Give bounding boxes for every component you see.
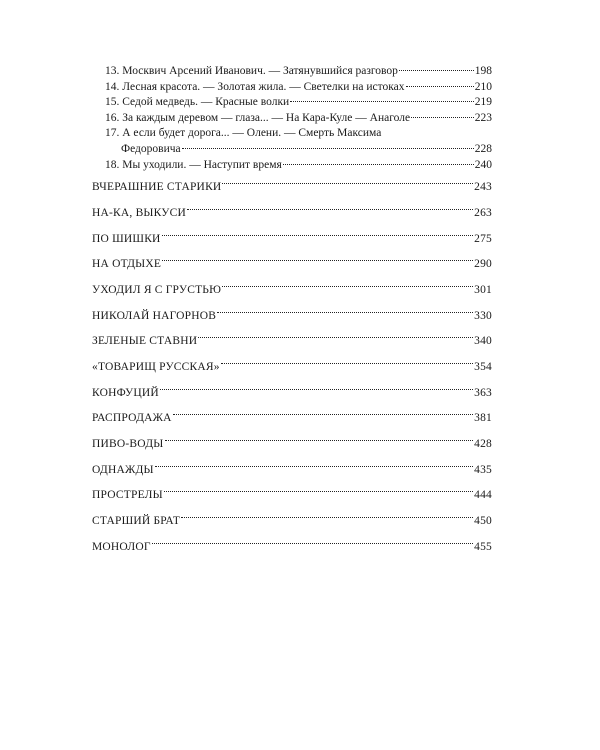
dot-leader [411, 117, 474, 118]
toc-subentry [105, 142, 492, 158]
dot-leader [290, 101, 474, 102]
toc-page-number: 428 [474, 438, 492, 451]
toc-entry-title: ВЧЕРАШНИЕ СТАРИКИ [92, 181, 222, 194]
toc-entry-title: УХОДИЛ Я С ГРУСТЬЮ [92, 283, 222, 296]
toc-subentry [105, 111, 492, 127]
toc-subentry [105, 158, 492, 174]
toc-entry-title: СТАРШИЙ БРАТ [92, 515, 181, 528]
toc-entry [92, 252, 492, 278]
toc-page-number: 228 [474, 142, 492, 155]
toc-subentry [105, 95, 492, 111]
dot-leader [162, 260, 473, 261]
toc-entry-title: «ТОВАРИЩ РУССКАЯ» [92, 360, 220, 373]
dot-leader [222, 183, 473, 184]
toc-entry-title: ОДНАЖДЫ [92, 463, 154, 476]
toc-page-number: 243 [474, 181, 492, 194]
toc-entry [92, 355, 492, 381]
dot-leader [182, 148, 474, 149]
toc-entry-title: ПО ШИШКИ [92, 232, 161, 245]
toc-subentry [105, 64, 492, 80]
toc-page-number: 301 [474, 283, 492, 296]
toc-page-number: 330 [474, 309, 492, 322]
toc-page-number: 210 [474, 80, 492, 93]
toc-page-number: 450 [474, 515, 492, 528]
dot-leader [181, 517, 473, 518]
toc-entry-title: 16. За каждым деревом — глаза... — На Кара-Куле — Анаголе [105, 111, 411, 124]
dot-leader [198, 337, 473, 338]
toc-page-number: 219 [474, 96, 492, 109]
toc-entry [92, 483, 492, 509]
toc-entry [92, 458, 492, 484]
dot-leader [217, 312, 473, 313]
toc-page-number: 363 [474, 386, 492, 399]
toc-entry [92, 535, 492, 561]
toc-entry-title: ЗЕЛЕНЫЕ СТАВНИ [92, 335, 198, 348]
toc-entry-title: МОНОЛОГ [92, 540, 151, 553]
toc-entry [92, 432, 492, 458]
dot-leader [222, 286, 473, 287]
chapter-list [92, 175, 492, 560]
toc-entry-title-continuation: Федоровича [121, 142, 181, 155]
toc-page-number: 354 [474, 360, 492, 373]
toc-page-number: 275 [474, 232, 492, 245]
subsection-list [105, 64, 492, 173]
dot-leader [160, 389, 473, 390]
toc-page-number: 223 [474, 111, 492, 124]
toc-page-number: 290 [474, 258, 492, 271]
toc-entry-title: 13. Москвич Арсений Иванович. — Затянувшийся разговор [105, 65, 398, 77]
toc-page-number: 435 [474, 463, 492, 476]
toc-subentry [105, 80, 492, 96]
dot-leader [162, 235, 474, 236]
toc-entry [92, 406, 492, 432]
dot-leader [152, 543, 473, 544]
toc-page-number: 340 [474, 335, 492, 348]
toc-entry [92, 329, 492, 355]
dot-leader [173, 414, 473, 415]
toc-page-number: 455 [474, 540, 492, 553]
toc-entry-title: 14. Лесная красота. — Золотая жила. — Светелки на истоках [105, 80, 405, 93]
toc-entry [92, 278, 492, 304]
toc-page-number: 444 [474, 489, 492, 502]
toc-entry-title: НА-КА, ВЫКУСИ [92, 206, 187, 219]
toc-entry-title: КОНФУЦИЙ [92, 386, 159, 399]
dot-leader [221, 363, 473, 364]
toc-subentry-first-line [105, 126, 492, 142]
toc-page-number: 381 [474, 412, 492, 425]
toc-entry [92, 227, 492, 253]
dot-leader [164, 491, 473, 492]
toc-entry [92, 381, 492, 407]
toc-entry [92, 175, 492, 201]
toc-entry-title: НИКОЛАЙ НАГОРНОВ [92, 309, 217, 322]
toc-entry-title: 15. Седой медведь. — Красные волки [105, 96, 290, 109]
dot-leader [406, 86, 474, 87]
dot-leader [283, 164, 474, 165]
toc-entry [92, 509, 492, 535]
toc-entry [92, 201, 492, 227]
toc-entry-title: ПИВО-ВОДЫ [92, 438, 164, 451]
toc-entry-title: 18. Мы уходили. — Наступит время [105, 158, 282, 171]
toc-page-number: 198 [474, 65, 492, 77]
toc-entry-title: 17. А если будет дорога... — Олени. — Смерть Максима [105, 127, 382, 140]
toc-entry-title: ПРОСТРЕЛЫ [92, 489, 163, 502]
dot-leader [399, 70, 474, 71]
toc-entry-title: НА ОТДЫХЕ [92, 258, 162, 271]
toc-entry [92, 304, 492, 330]
dot-leader [155, 466, 473, 467]
table-of-contents [92, 64, 492, 560]
toc-entry-title: РАСПРОДАЖА [92, 412, 172, 425]
dot-leader [187, 209, 473, 210]
dot-leader [165, 440, 474, 441]
toc-page-number: 263 [474, 206, 492, 219]
toc-page-number: 240 [474, 158, 492, 171]
